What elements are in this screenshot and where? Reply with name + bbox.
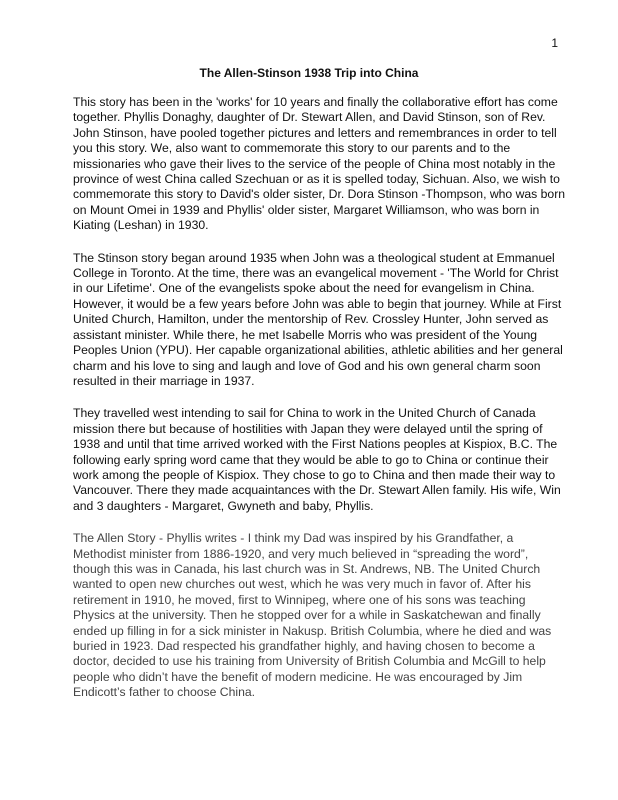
- document-title: The Allen-Stinson 1938 Trip into China: [199, 66, 419, 80]
- text-line: though this was in Canada, his last church was in St. Andrews, NB. The United Church: [73, 561, 541, 576]
- text-line: Physics at the university. Then he stopped over for a while in Saskatchewan and finally: [73, 608, 541, 623]
- text-line: on Mount Omei in 1939 and Phyllis' older sister, Margaret Williamson, who was born in: [73, 202, 540, 217]
- text-line: However, it would be a few years before John was able to begin that journey. While at First: [73, 296, 562, 311]
- text-line: charm and his love to sing and laugh and love of God and his own general charm soon: [73, 358, 541, 373]
- text-line: resulted in their marriage in 1937.: [73, 373, 255, 388]
- text-line: The Allen Story - Phyllis writes - I think my Dad was inspired by his Grandfather, a: [73, 531, 514, 546]
- text-line: ended up filling in for a sick minister in Nakusp. British Columbia, where he died and was: [73, 623, 552, 638]
- text-line: province of west China called Szechuan or as it is spelled today, Sichuan. Also, we wish to: [73, 172, 560, 187]
- text-line: in our Lifetime'. One of the evangelists spoke about the need for evangelism in China.: [73, 281, 535, 296]
- text-line: John Stinson, have pooled together pictures and letters and remembrances in order to tell: [73, 125, 557, 140]
- text-line: wanted to open new churches out west, which he was very much in favor of. After his: [73, 577, 531, 592]
- text-line: buried in 1923. Dad respected his grandfather highly, and having chosen to become a: [73, 639, 535, 653]
- text-line: people who didn’t have the benefit of modern medicine. He was encouraged by Jim: [73, 669, 523, 684]
- text-line: together. Phyllis Donaghy, daughter of Dr. Stewart Allen, and David Stinson, son of Rev.: [73, 110, 546, 125]
- text-line: missionaries who gave their lives to the service of the people of China most notably in the: [73, 156, 556, 171]
- text-line: Methodist minister from 1886-1920, and very much believed in “spreading the word”,: [73, 546, 529, 561]
- text-line: United Church, Hamilton, under the mentorship of Rev. Crossley Hunter, John served as: [73, 312, 549, 327]
- text-line: They travelled west intending to sail for China to work in the United Church of Canada: [73, 406, 536, 421]
- text-line: doctor, decided to use his training from University of British Columbia and McGill to help: [73, 654, 546, 669]
- text-line: This story has been in the 'works' for 10 years and finally the collaborative effort has come: [73, 95, 558, 109]
- text-line: retirement in 1910, he moved, first to Winnipeg, where one of his sons was teaching: [73, 592, 526, 607]
- text-line: you this story. We, also want to commemorate this story to our parents and to the: [73, 141, 511, 156]
- text-line: College in Toronto. At the time, there was an evangelical movement - 'The World for Christ: [73, 266, 559, 281]
- text-line: work among the people of Kispiox. They chose to go to China and then made their way to: [73, 467, 556, 482]
- text-line: Kiating (Leshan) in 1930.: [73, 218, 209, 233]
- page-number: 1: [551, 36, 558, 50]
- text-line: assistant minister. While there, he met Isabelle Morris who was president of the Young: [73, 327, 538, 342]
- document-body: [73, 95, 566, 718]
- text-line: Vancouver. There they made acquaintances with the Dr. Stewart Allen family. His wife, Win: [73, 483, 561, 498]
- paragraph-stinson-story: [73, 251, 561, 390]
- text-line: and 3 daughters - Margaret, Gwyneth and baby, Phyllis.: [73, 498, 374, 513]
- paragraph-allen-story: [73, 531, 561, 700]
- text-line: mission there but because of hostilities with Japan they were delayed until the spring of: [73, 421, 543, 436]
- text-line: following early spring word came that they would be able to go to China or continue their: [73, 452, 549, 467]
- text-line: Peoples Union (YPU). Her capable organizational abilities, athletic abilities and her general: [73, 343, 563, 358]
- paragraph-travel-west: [73, 406, 561, 514]
- text-line: commemorate this story to David's older sister, Dr. Dora Stinson -Thompson, who was born: [73, 187, 566, 202]
- text-line: Endicott’s father to choose China.: [73, 685, 256, 700]
- text-line: The Stinson story began around 1935 when John was a theological student at Emmanuel: [73, 250, 555, 265]
- text-line: 1938 and until that time arrived worked with the First Nations peoples at Kispiox, B.C. The: [73, 437, 558, 452]
- paragraph-introduction: [73, 95, 566, 234]
